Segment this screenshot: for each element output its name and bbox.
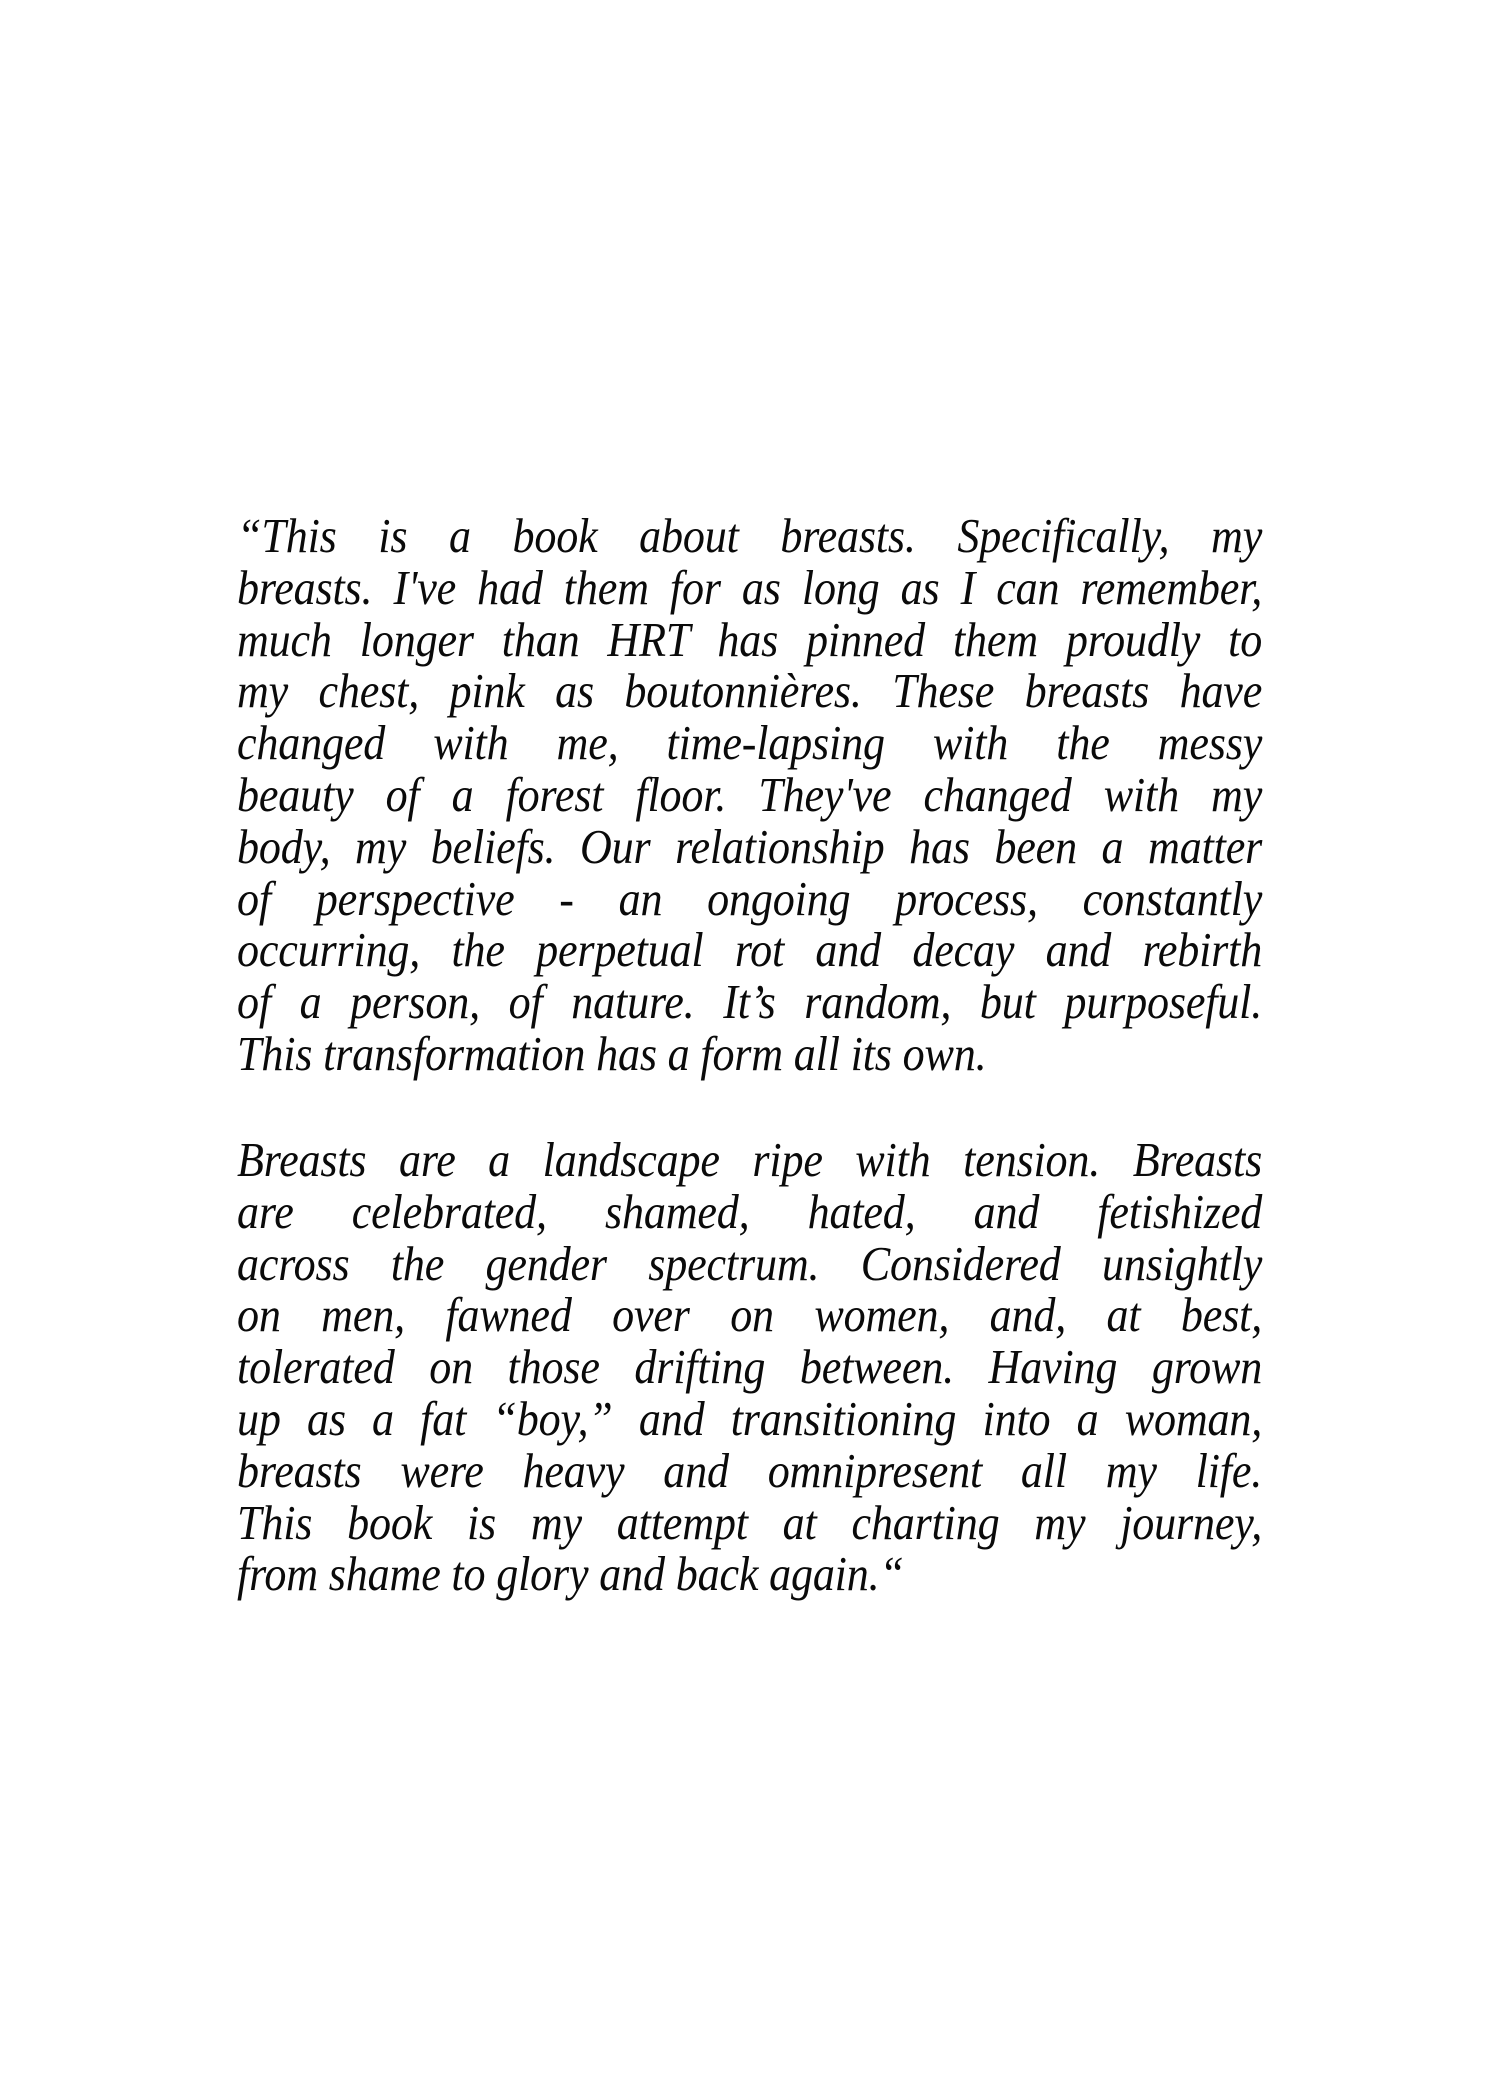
text-line [237, 924, 1262, 976]
text-line [237, 870, 1263, 926]
text-line-content: beauty of a forest floor. They've changed with my [237, 766, 1263, 822]
text-line [237, 976, 1262, 1028]
text-line [237, 818, 1263, 874]
text-line [237, 1494, 1263, 1550]
text-line-content: from shame to glory and back again.“ [237, 1546, 904, 1602]
paragraph-1 [237, 510, 1262, 1080]
text-line [237, 559, 1263, 615]
text-line-content: of a person, of nature. It’s random, but purposeful. [237, 974, 1263, 1030]
text-line [237, 611, 1263, 667]
text-line [237, 766, 1263, 822]
text-line [237, 1289, 1262, 1341]
text-line-content: are celebrated, shamed, hated, and fetishized [237, 1183, 1263, 1239]
text-line-content: occurring, the perpetual rot and decay and rebirth [237, 922, 1263, 978]
text-line [237, 717, 1262, 769]
text-line-content: Breasts are a landscape ripe with tension. Breasts [237, 1132, 1263, 1187]
text-line-last [237, 1548, 1262, 1600]
text-line [237, 665, 1262, 717]
text-line [237, 1134, 1262, 1186]
text-line-content: This transformation has a form all its own. [237, 1025, 987, 1081]
text-line [237, 1183, 1263, 1239]
text-line [237, 1390, 1263, 1446]
text-line-content: This book is my attempt at charting my journey, [237, 1494, 1263, 1550]
text-line-content: “This is a book about breasts. Specifically, my [237, 508, 1263, 563]
text-line-content: across the gender spectrum. Considered unsightly [237, 1235, 1263, 1291]
text-line-content: breasts were heavy and omnipresent all my life. [237, 1442, 1263, 1498]
text-line-content: on men, fawned over on women, and, at best, [237, 1287, 1263, 1343]
text-line-content: breasts. I've had them for as long as I can remember, [237, 559, 1263, 615]
text-line-content: of perspective - an ongoing process, constantly [237, 870, 1263, 926]
text-line [237, 1442, 1263, 1498]
text-line-content: changed with me, time-lapsing with the messy [237, 715, 1263, 771]
text-line-content: tolerated on those drifting between. Having grown [237, 1339, 1263, 1395]
text-line [237, 510, 1262, 562]
text-line-content: much longer than HRT has pinned them proudly to [237, 611, 1263, 667]
text-line [237, 1341, 1262, 1393]
text-line [237, 1235, 1263, 1291]
paragraph-2 [237, 1134, 1262, 1600]
text-line-content: body, my beliefs. Our relationship has been a matter [237, 818, 1263, 874]
text-line-content: my chest, pink as boutonnières. These breasts have [237, 663, 1263, 719]
text-line-last [237, 1025, 1262, 1081]
text-line-content: up as a fat “boy,” and transitioning into a woman, [237, 1390, 1263, 1446]
